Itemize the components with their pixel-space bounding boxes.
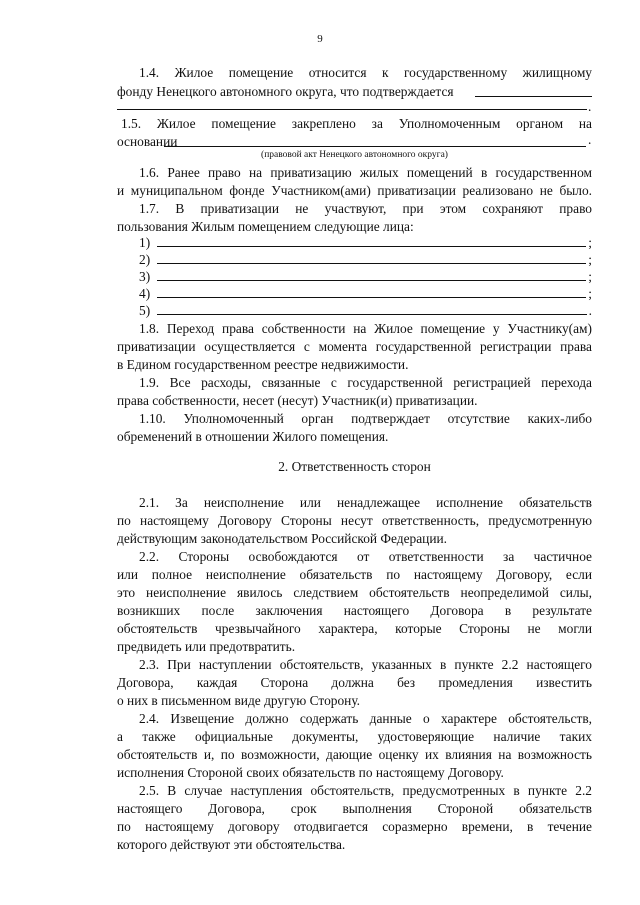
entry-number: 2) bbox=[139, 252, 151, 267]
entry-blank bbox=[157, 284, 586, 298]
entry-end: ; bbox=[588, 252, 592, 267]
clause-1-9-line1: 1.9. Все расходы, связанные с государственной регистрацией перехода bbox=[139, 375, 592, 390]
clause-2-5-line3: по настоящему договору отодвигается соразмерно времени, в течение bbox=[117, 819, 592, 834]
clause-2-3-line3: о них в письменном виде другую Сторону. bbox=[117, 693, 361, 708]
clause-1-4-line2 bbox=[117, 82, 592, 101]
clause-1-10-line1: 1.10. Уполномоченный орган подтверждает отсутствие каких-либо bbox=[139, 411, 592, 426]
clause-2-2-line1: 2.2. Стороны освобождаются от ответственности за частичное bbox=[139, 549, 592, 564]
clause-1-8-line3: в Едином государственном реестре недвижимости. bbox=[117, 357, 409, 372]
entry-end: ; bbox=[588, 286, 592, 301]
person-entry-5 bbox=[139, 301, 592, 320]
period: . bbox=[588, 99, 592, 114]
legal-act-caption: (правовой акт Ненецкого автономного округа) bbox=[261, 150, 448, 160]
entry-blank bbox=[157, 250, 586, 264]
entry-number: 4) bbox=[139, 286, 151, 301]
clause-1-6-line1: 1.6. Ранее право на приватизацию жилых помещений в государственном bbox=[139, 165, 592, 180]
entry-number: 3) bbox=[139, 269, 151, 284]
clause-1-8-line2: приватизации осуществляется с момента государственной регистрации права bbox=[117, 339, 592, 354]
clause-2-1-line2: по настоящему Договору Стороны несут ответственность, предусмотренную bbox=[117, 513, 592, 528]
page-number: 9 bbox=[317, 33, 323, 45]
entry-end: ; bbox=[588, 269, 592, 284]
clause-1-7-line1: 1.7. В приватизации не участвуют, при этом сохраняют право bbox=[139, 201, 592, 216]
clause-2-3-line2: Договора, каждая Сторона должна без промедления известить bbox=[117, 675, 592, 690]
clause-2-2-line5: обстоятельств чрезвычайного характера, которые Стороны не могли bbox=[117, 621, 592, 636]
clause-2-2-line2: или полное неисполнение обязательств по настоящему Договору, если bbox=[117, 567, 592, 582]
blank-line bbox=[164, 146, 586, 147]
entry-blank bbox=[157, 267, 586, 281]
clause-2-2-line3: это неисполнение явилось следствием обстоятельств неопределимой силы, bbox=[117, 585, 592, 600]
entry-blank bbox=[157, 301, 587, 315]
clause-1-4-text: фонду Ненецкого автономного округа, что подтверждается bbox=[117, 84, 454, 99]
blank-line bbox=[117, 109, 587, 110]
clause-1-6-line2: и муниципальном фонде Участником(ами) приватизации реализовано не было. bbox=[117, 183, 592, 198]
clause-1-5-text: основании bbox=[117, 134, 178, 149]
clause-2-4-line2: а также официальные документы, удостоверяющие наличие таких bbox=[117, 729, 592, 744]
clause-2-5-line4: которого действуют эти обстоятельства. bbox=[117, 837, 346, 852]
clause-2-5-line2: настоящего Договора, срок выполнения Стороной обязательств bbox=[117, 801, 592, 816]
clause-2-4-line3: обстоятельств и, по возможности, дающие оценку их влияния на возможность bbox=[117, 747, 592, 762]
clause-2-5-line1: 2.5. В случае наступления обстоятельств, предусмотренных в пункте 2.2 bbox=[139, 783, 592, 798]
clause-2-4-line4: исполнения Стороной своих обязательств по настоящему Договору. bbox=[117, 765, 504, 780]
entry-number: 1) bbox=[139, 235, 151, 250]
section-heading: 2. Ответственность сторон bbox=[278, 459, 431, 474]
clause-1-5-line1: 1.5. Жилое помещение закреплено за Уполномоченным органом на bbox=[121, 116, 592, 131]
clause-2-2-line4: возникших после заключения настоящего Договора в результате bbox=[117, 603, 592, 618]
clause-1-4-line1: 1.4. Жилое помещение относится к государственному жилищному bbox=[139, 65, 592, 80]
clause-1-9-line2: права собственности, несет (несут) Участник(и) приватизации. bbox=[117, 393, 478, 408]
clause-1-7-line2: пользования Жилым помещением следующие лица: bbox=[117, 219, 414, 234]
entry-end: ; bbox=[588, 235, 592, 250]
entry-blank bbox=[157, 233, 586, 247]
entry-number: 5) bbox=[139, 303, 151, 318]
clause-2-2-line6: предвидеть или предотвратить. bbox=[117, 639, 296, 654]
clause-2-4-line1: 2.4. Извещение должно содержать данные о характере обстоятельств, bbox=[139, 711, 592, 726]
entry-end: . bbox=[588, 303, 592, 318]
clause-2-1-line1: 2.1. За неисполнение или ненадлежащее исполнение обязательств bbox=[139, 495, 592, 510]
blank-line bbox=[475, 96, 592, 97]
period: . bbox=[588, 132, 592, 147]
clause-2-1-line3: действующим законодательством Российской Федерации. bbox=[117, 531, 448, 546]
clause-2-3-line1: 2.3. При наступлении обстоятельств, указанных в пункте 2.2 настоящего bbox=[139, 657, 592, 672]
clause-1-10-line2: обременений в отношении Жилого помещения. bbox=[117, 429, 389, 444]
clause-1-5-line2 bbox=[117, 132, 592, 151]
clause-1-8-line1: 1.8. Переход права собственности на Жилое помещение у Участнику(ам) bbox=[139, 321, 592, 336]
